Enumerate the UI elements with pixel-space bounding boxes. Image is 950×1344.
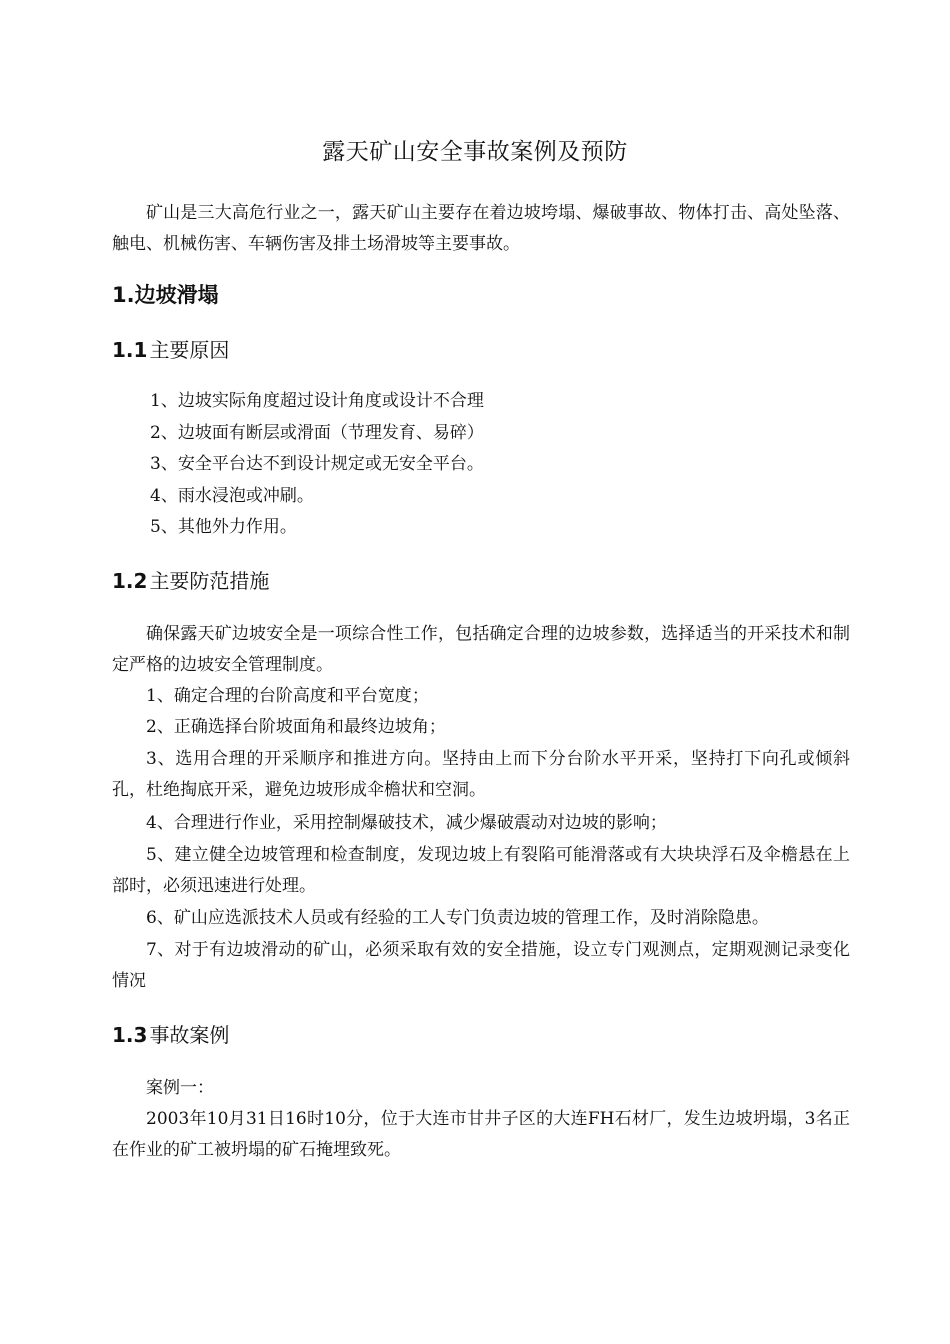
subsection-heading-prevention-measures <box>112 566 269 596</box>
prevention-item: 5、建立健全边坡管理和检查制度，发现边坡上有裂陷可能滑落或有大块块浮石及伞檐悬在上部时，必须迅速进行处理。 <box>112 845 850 896</box>
causes-list <box>150 386 850 544</box>
intro-paragraph: 矿山是三大高危行业之一，露天矿山主要存在着边坡垮塌、爆破事故、物体打击、高处坠落、触电、机械伤害、车辆伤害及排土场滑坡等主要事故。 <box>112 203 850 254</box>
list-item: 3、安全平台达不到设计规定或无安全平台。 <box>150 454 484 474</box>
subsection-number: 1.1 <box>112 338 148 362</box>
subsection-number: 1.3 <box>112 1023 148 1047</box>
prevention-item: 3、选用合理的开采顺序和推进方向。坚持由上而下分台阶水平开采，坚持打下向孔或倾斜孔，杜绝掏底开采，避免边坡形成伞檐状和空洞。 <box>112 749 850 800</box>
case-label: 案例一： <box>146 1078 214 1098</box>
list-item: 1、边坡实际角度超过设计角度或设计不合理 <box>150 391 484 411</box>
case-description: 2003年10月31日16时10分，位于大连市甘井子区的大连FH石材厂，发生边坡坍塌，3名正在作业的矿工被坍塌的矿石掩埋致死。 <box>112 1109 850 1160</box>
prevention-item: 6、矿山应选派技术人员或有经验的工人专门负责边坡的管理工作，及时消除隐患。 <box>146 908 769 928</box>
subsection-number: 1.2 <box>112 569 148 593</box>
subsection-heading-main-causes <box>112 335 229 365</box>
subsection-label: 事故案例 <box>149 1023 230 1047</box>
list-item: 5、其他外力作用。 <box>150 517 297 537</box>
subsection-label: 主要原因 <box>149 338 230 362</box>
prevention-item: 4、合理进行作业，采用控制爆破技术，减少爆破震动对边坡的影响； <box>146 813 667 833</box>
list-item: 4、雨水浸泡或冲刷。 <box>150 485 314 506</box>
prevention-item: 2、正确选择台阶坡面角和最终边坡角； <box>146 717 446 737</box>
prevention-intro-paragraph: 确保露天矿边坡安全是一项综合性工作，包括确定合理的边坡参数，选择适当的开采技术和制定严格的边坡安全管理制度。 <box>112 624 850 675</box>
document-title: 露天矿山安全事故案例及预防 <box>322 139 628 165</box>
subsection-heading-accident-cases <box>112 1020 229 1050</box>
prevention-item: 1、确定合理的台阶高度和平台宽度； <box>146 686 429 706</box>
subsection-label: 主要防范措施 <box>149 569 270 593</box>
list-item: 2、边坡面有断层或滑面（节理发育、易碎） <box>150 422 484 443</box>
section-heading-slope-collapse: 1.边坡滑塌 <box>112 283 219 307</box>
prevention-item: 7、对于有边坡滑动的矿山，必须采取有效的安全措施，设立专门观测点，定期观测记录变化情况 <box>112 940 850 991</box>
